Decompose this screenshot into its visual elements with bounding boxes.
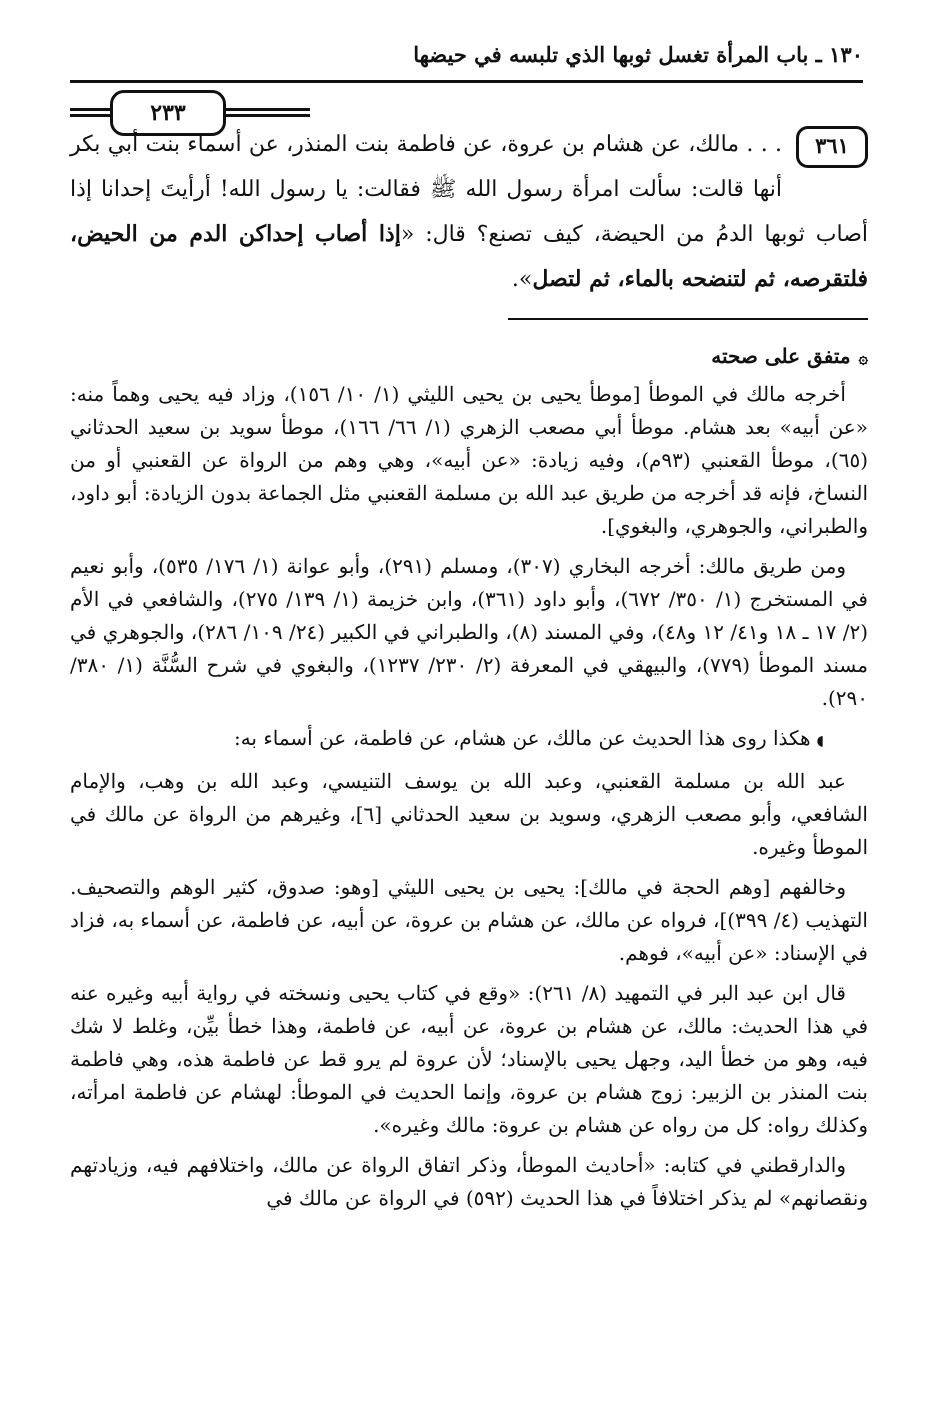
hadith-closing: ». (511, 267, 533, 292)
commentary-paragraph: ومن طريق مالك: أخرجه البخاري (٣٠٧)، ومسلم (٢٩١)، وأبو عوانة (١/ ١٧٦/ ٥٣٥)، وأبو نعيم في المستخرج (١/ ٣٥٠/ ٦٧٢)، وأبو داود (٣٦١)، وابن خزيمة (١/ ١٣٩/ ٢٧٥)، والشافعي في الأم (٢/ ١٧ ـ ١٨ و٤١/ ١٢ و٤٨)، وفي المسند (٨)، والطبراني في الكبير (٢٤/ ١٠٩/ ٢٨٦)، والجوهري في مسند الموطأ (٧٧٩)، والبيهقي في المعرفة (٢/ ٢٣٠/ ١٢٣٧)، والبغوي في شرح السُّنَّة (١/ ٣٨٠/ ٢٩٠). (70, 554, 869, 710)
hadith-text: . . . مالك، عن هشام بن عروة، عن فاطمة بنت المنذر، عن أسماء بنت أبي بكر أنها قالت: سألت امرأة رسول الله ﷺ فقالت: يا رسول الله! أرأيتَ إحدانا إذا أصاب ثوبها الدمُ من الحيضة، كيف تصنع؟ قال: « (70, 132, 868, 247)
hadith-bold-text: إذا أصاب إحداكن الدم من الحيض، فلتقرصه، ثم لتنضحه بالماء، ثم لتصل (70, 221, 868, 292)
commentary (70, 340, 868, 1222)
section-divider (508, 318, 868, 320)
hadith-text-block (70, 122, 868, 302)
commentary-paragraph: عبد الله بن مسلمة القعنبي، وعبد الله بن يوسف التنيسي، وعبد الله بن وهب، والإمام الشافعي، وأبو مصعب الزهري، وسويد بن سعيد الحدثاني [٦]، وغيرهم من الرواة عن مالك في الموطأ وغيره. (70, 769, 868, 859)
commentary-paragraph: والدارقطني في كتابه: «أحاديث الموطأ، وذكر اتفاق الرواة عن مالك، واختلافهم فيه، وزيادتهم ونقصانهم» لم يذكر اختلافاً في هذا الحديث (٥٩٢) في الرواة عن مالك في (70, 1153, 868, 1210)
commentary-paragraph-marked (70, 722, 868, 758)
commentary-paragraph: قال ابن عبد البر في التمهيد (٨/ ٢٦١): «وقع في كتاب يحيى ونسخته في رواية أبيه وغيره عنه في هذا الحديث: مالك، عن هشام بن عروة، عن أبيه، عن فاطمة، وهذا خطأ بيِّن، وغلط لا شك فيه، وهو من خطأ اليد، وجهل يحيى بالإسناد؛ لأن عروة لم يرو قط عن فاطمة هذه، وهي فاطمة بنت المنذر بن الزبير: زوج هشام بن عروة، وإنما الحديث في الموطأ: لهشام عن فاطمة امرأته، وكذلك رواه: كل من رواه عن هشام بن عروة: مالك وغيره». (70, 981, 868, 1137)
header-rule (70, 80, 863, 83)
commentary-paragraph-text: هكذا روى هذا الحديث عن مالك، عن هشام، عن فاطمة، عن أسماء به: (233, 726, 811, 750)
section-heading (70, 340, 868, 374)
page-header (70, 40, 863, 126)
commentary-paragraph: وخالفهم [وهم الحجة في مالك]: يحيى بن يحيى الليثي [وهو: صدوق، كثير الوهم والتصحيف. التهذيب (٤/ ٣٩٩)]، فرواه عن مالك، عن هشام بن عروة، عن أبيه، عن فاطمة، عن أسماء به، فزاد في الإسناد: «عن أبيه»، فوهم. (70, 875, 868, 965)
commentary-paragraph: أخرجه مالك في الموطأ [موطأ يحيى بن يحيى الليثي (١/ ١٠/ ١٥٦)، وزاد فيه يحيى وهماً منه: «عن أبيه» بعد هشام. موطأ أبي مصعب الزهري (١/ ٦٦/ ١٦٦)، موطأ سويد بن سعيد الحدثاني (٦٥)، موطأ القعنبي (٩٣م)، وفيه زيادة: «عن أبيه»، وهي وهم من الرواة عن القعنبي أو من النساخ، فإنه قد أخرجه من طريق عبد الله بن مسلمة القعنبي مثل الجماعة بدون الزيادة: أبو داود، والطبراني، والجوهري، والبغوي]. (70, 382, 868, 538)
flower-bullet-icon: ۞ (858, 348, 868, 367)
section-title: متفق على صحته (711, 344, 851, 368)
page-number: ٢٣٣ (110, 90, 226, 136)
bullet-icon: ◖ (816, 733, 824, 749)
chapter-title: ١٣٠ ـ باب المرأة تغسل ثوبها الذي تلبسه في حيضها (413, 42, 863, 67)
hadith-number: ٣٦١ (796, 126, 868, 168)
